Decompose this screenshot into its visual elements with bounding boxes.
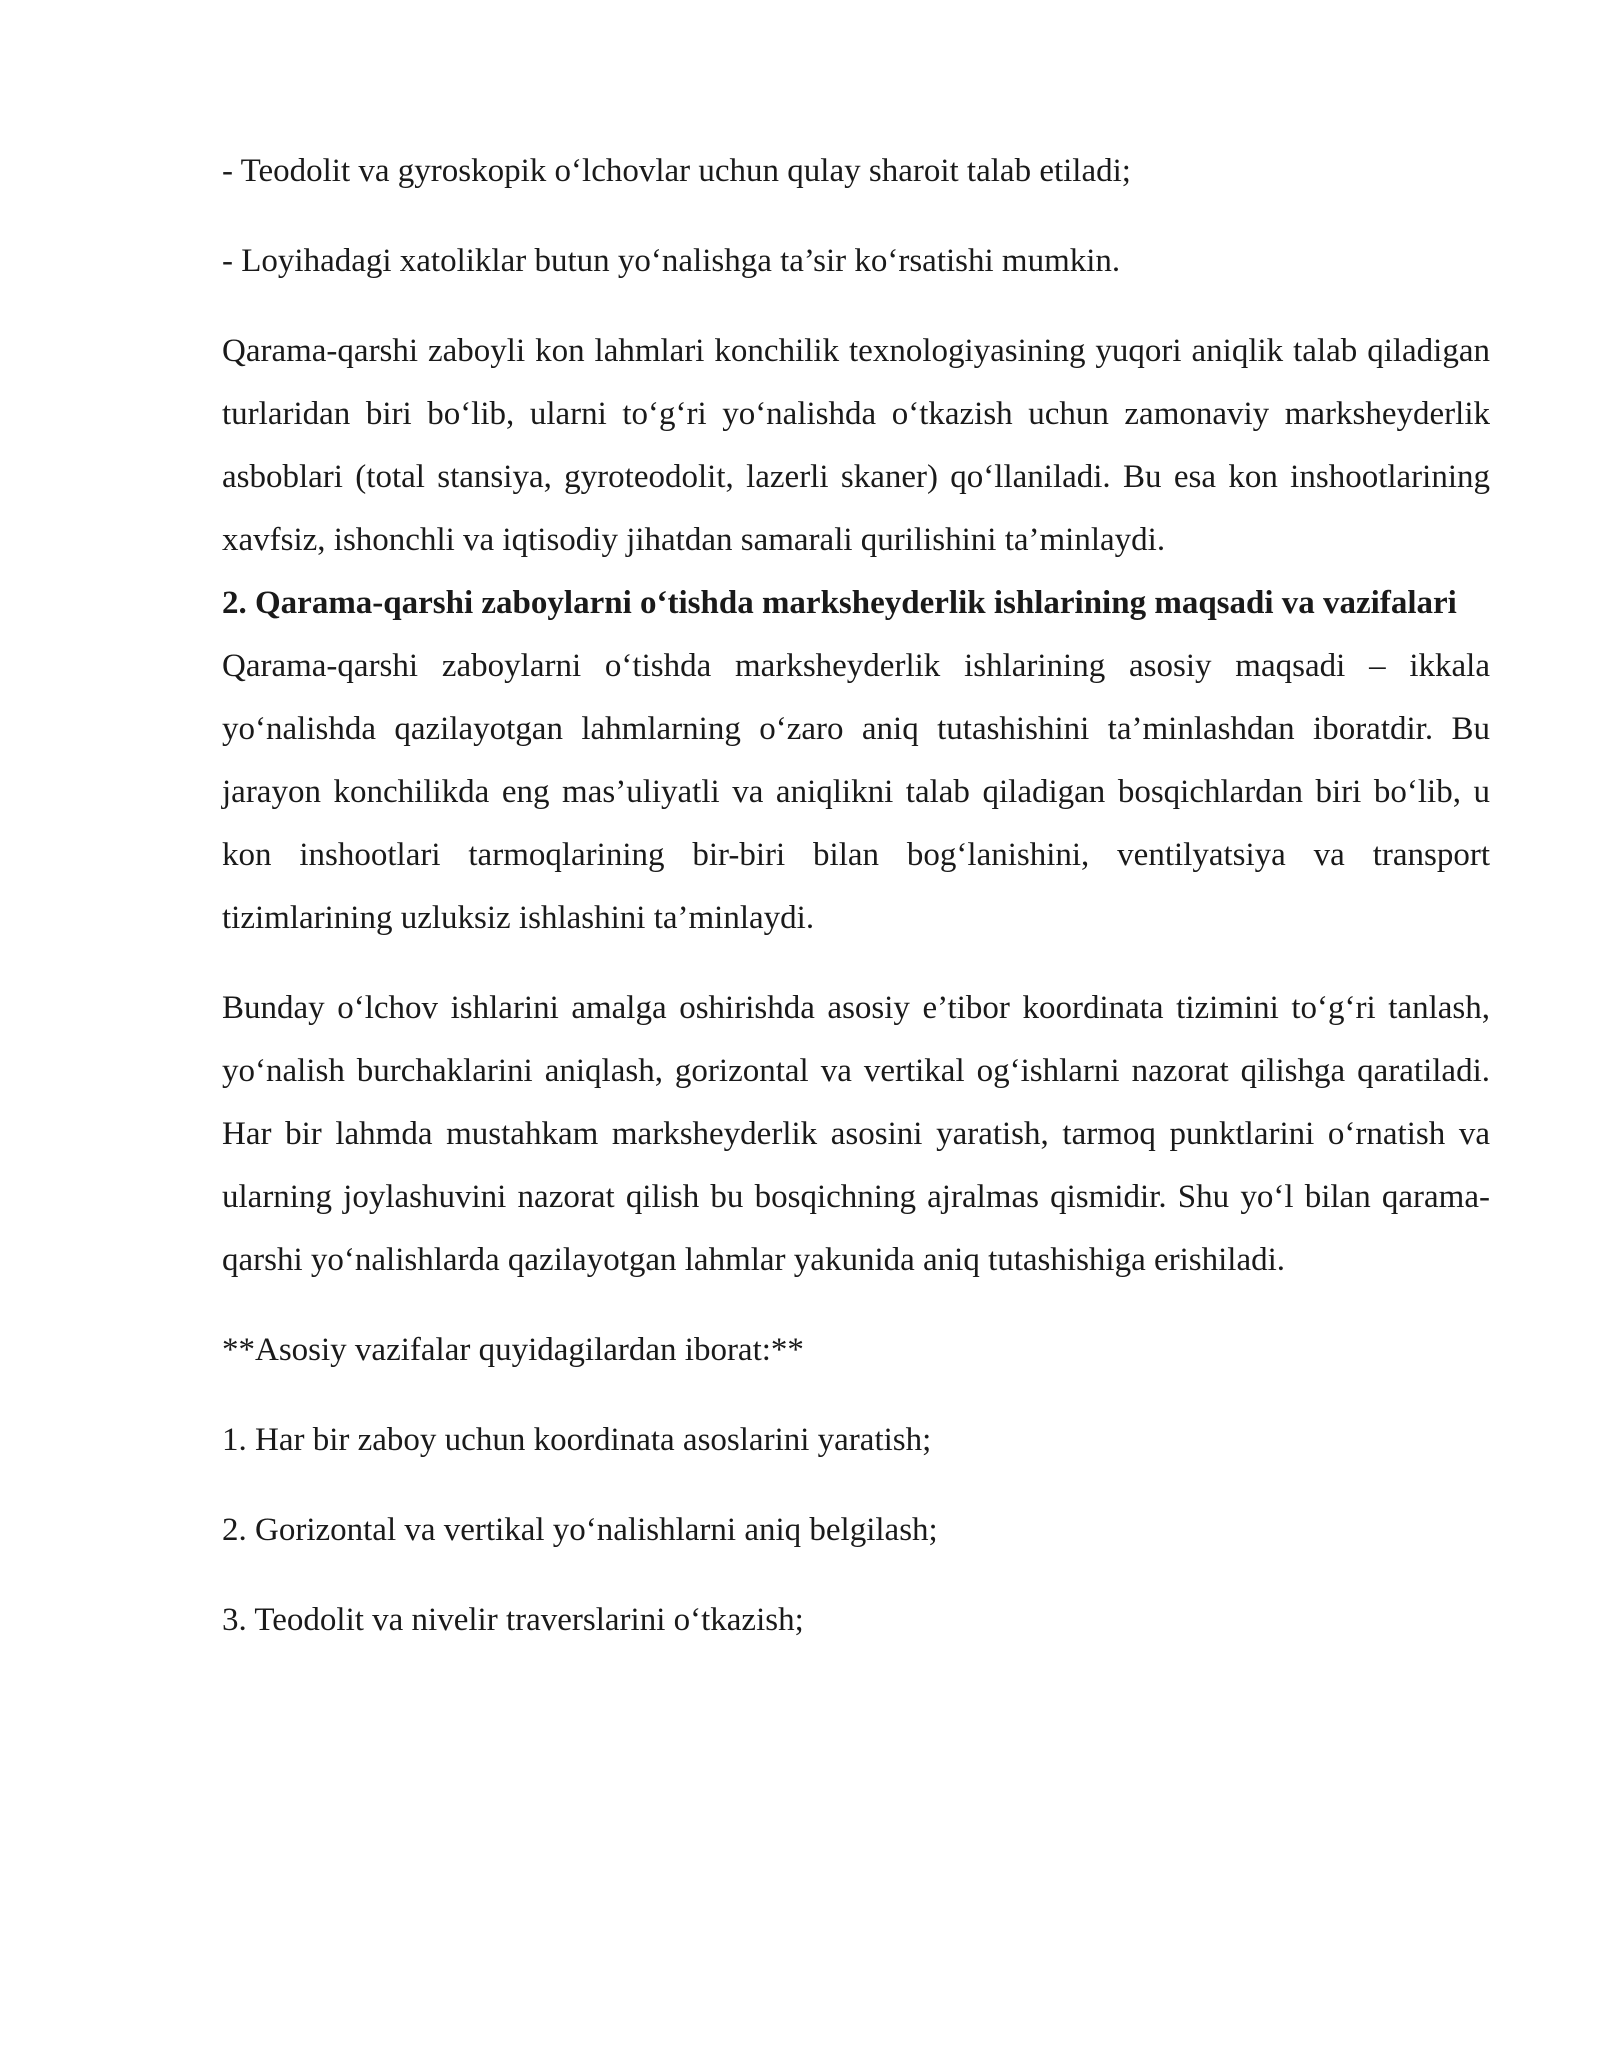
section-heading: 2. Qarama-qarshi zaboylarni o‘tishda marksheyderlik ishlarining maqsadi va vazifalari (222, 585, 1457, 621)
body-paragraph: Bunday o‘lchov ishlarini amalga oshirishda asosiy e’tibor koordinata tizimini to‘g‘ri tanlash, yo‘nalish burchaklarini aniqlash, gorizontal va vertikal og‘ishlarni nazorat qilishga qaratiladi. Har bir lahmda mustahkam marksheyderlik asosini yaratish, tarmoq punktlarini o‘rnatish va ularning joylashuvini nazorat qilish bu bosqichning ajralmas qismidir. Shu yo‘l bilan qarama-qarshi yo‘nalishlarda qazilayotgan lahmlar yakunida aniq tutashishiga erishiladi. (222, 990, 1490, 1278)
body-paragraph: Qarama-qarshi zaboylarni o‘tishda marksheyderlik ishlarining asosiy maqsadi – ikkala yo‘nalishda qazilayotgan lahmlarning o‘zaro aniq tutashishini ta’minlashdan iboratdir. Bu jarayon konchilikda eng mas’uliyatli va aniqlikni talab qiladigan bosqichlardan biri bo‘lib, u kon inshootlari tarmoqlarining bir-biri bilan bog‘lanishini, ventilyatsiya va transport tizimlarining uzluksiz ishlashini ta’minlaydi. (222, 648, 1490, 936)
document-page (222, 140, 1490, 1652)
bullet-item: - Loyihadagi xatoliklar butun yo‘nalishga ta’sir ko‘rsatishi mumkin. (222, 243, 1121, 279)
task-item: 3. Teodolit va nivelir traverslarini o‘tkazish; (222, 1602, 804, 1638)
tasks-intro: **Asosiy vazifalar quyidagilardan iborat:** (222, 1332, 804, 1368)
task-item: 1. Har bir zaboy uchun koordinata asoslarini yaratish; (222, 1422, 932, 1458)
body-paragraph: Qarama-qarshi zaboyli kon lahmlari konchilik texnologiyasining yuqori aniqlik talab qiladigan turlaridan biri bo‘lib, ularni to‘g‘ri yo‘nalishda o‘tkazish uchun zamonaviy marksheyderlik asboblari (total stansiya, gyroteodolit, lazerli skaner) qo‘llaniladi. Bu esa kon inshootlarining xavfsiz, ishonchli va iqtisodiy jihatdan samarali qurilishini ta’minlaydi. (222, 333, 1490, 558)
task-item: 2. Gorizontal va vertikal yo‘nalishlarni aniq belgilash; (222, 1512, 938, 1548)
bullet-item: - Teodolit va gyroskopik o‘lchovlar uchun qulay sharoit talab etiladi; (222, 153, 1131, 189)
